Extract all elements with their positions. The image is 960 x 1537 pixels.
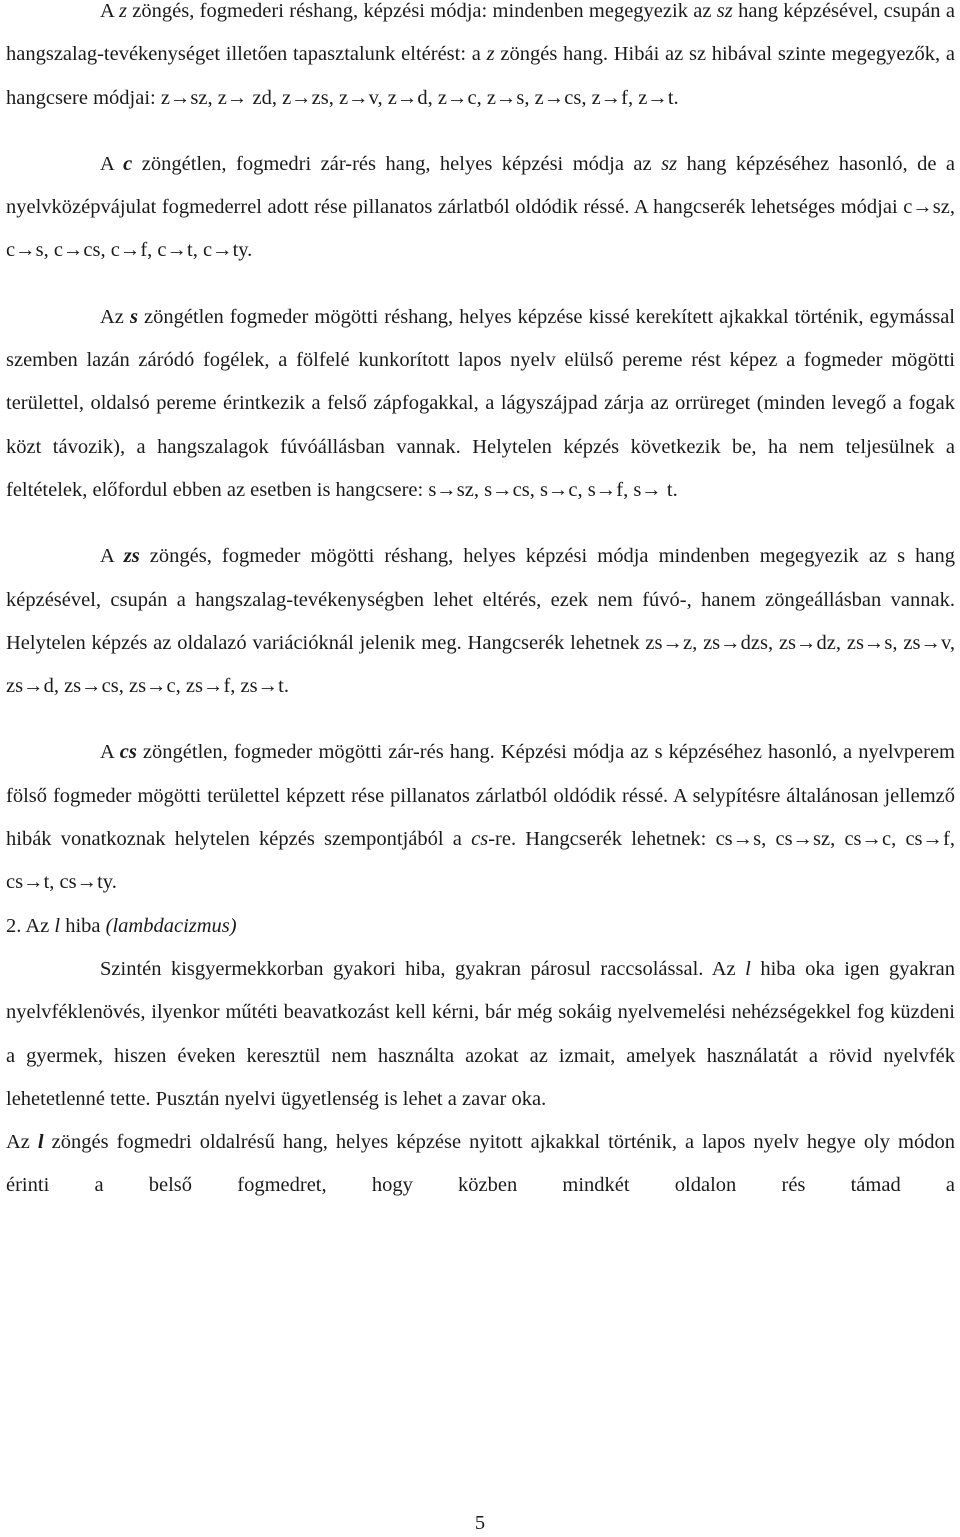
- text: zöngétlen, fogmedri zár-rés hang, helyes képzési módja az: [132, 152, 662, 175]
- text: zöngés hang. Hibái az sz hibával szinte megegyezők, a hangcsere módjai: z→sz, z→ zd, z→zs, z→v, z→d, z→c, z→s, z→cs, z→f, z→t.: [6, 43, 955, 109]
- text: A: [100, 741, 120, 764]
- emphasis-letter: zs: [123, 545, 140, 568]
- text: hang képzéséhez hasonló, de a nyelvközépvájulat fogmederrel adott rése pillanatos zárlatból oldódik réssé. A hangcserék lehetséges módjai c→sz, c→s, c→cs, c→f, c→t, c→ty.: [6, 152, 955, 262]
- page-number: 5: [474, 1512, 486, 1534]
- emphasis-letter: sz: [661, 152, 678, 175]
- text: zöngétlen, fogmeder mögötti zár-rés hang. Képzési módja az s képzéséhez hasonló, a nyelvperem fölső fogmeder mögötti területtel képzett rése pillanatos zárlatból oldódik réssé. A selypítésre általánosan jellemző hibák vonatkoznak helytelen képzés szempontjából a: [6, 741, 955, 851]
- paragraph-s-sound: [6, 296, 955, 512]
- text: A: [100, 545, 124, 568]
- document-page: [6, 0, 955, 1208]
- text: zöngés, fogmeder mögötti réshang, helyes képzési módja mindenben megegyezik az s hang képzésével, csupán a hangszalag-tevékenységben lehet eltérés, ezek nem fúvó-, hanem zöngeállásban vannak. Helytelen képzés az oldalazó variációknál jelenik meg. Hangcserék lehetnek zs→z, zs→dzs, zs→dz, zs→s, zs→v, zs→d, zs→cs, zs→c, zs→f, zs→t.: [6, 545, 955, 698]
- text: Szintén kisgyermekkorban gyakori hiba, gyakran párosul raccsolással. Az: [100, 957, 746, 980]
- section-heading-lambdacism: [6, 905, 955, 948]
- paragraph-l-causes: [6, 948, 955, 1121]
- emphasis-letter: sz: [716, 0, 733, 22]
- text: Az: [100, 305, 130, 328]
- emphasis-letter: l: [37, 1131, 44, 1154]
- text: zöngés, fogmederi réshang, képzési módja: mindenben megegyezik az: [126, 0, 717, 22]
- emphasis-letter: z: [119, 0, 127, 22]
- paragraph-cs-sound: [6, 731, 955, 904]
- paragraph-c-sound: [6, 143, 955, 273]
- emphasis-letter: l: [745, 957, 751, 980]
- paragraph-l-articulation: [6, 1121, 955, 1208]
- text: hiba: [60, 914, 106, 937]
- emphasis-letter: s: [129, 305, 138, 328]
- paragraph-z-sound: [6, 0, 955, 120]
- text: hiba oka igen gyakran nyelvféklenövés, ilyenkor műtéti beavatkozást kell kérni, bár még sokáig nyelvemelési nehézségekkel fog küzdeni a gyermek, hiszen éveken keresztül nem használta azokat az izmait, amelyek használatát a rövid nyelvfék lehetetlenné tette. Pusztán nyelvi ügyetlenség is lehet a zavar oka.: [6, 957, 955, 1110]
- text: A: [100, 0, 119, 22]
- emphasis-letter: cs: [471, 828, 489, 851]
- text: zöngés fogmedri oldalrésű hang, helyes képzése nyitott ajkakkal történik, a lapos nyelv hegye oly módon érinti a belső fogmedret, hogy közben mindkét oldalon rés támad a: [6, 1131, 956, 1197]
- text: hang képzésével, csupán a hangszalag-tevékenységet illetően tapasztalunk eltérést: a: [6, 0, 955, 66]
- text: A: [100, 152, 124, 175]
- paragraph-zs-sound: [6, 535, 955, 708]
- emphasis-letter: c: [123, 152, 133, 175]
- emphasis-letter: z: [486, 43, 495, 66]
- text: Az: [6, 1131, 38, 1154]
- emphasis-letter: cs: [119, 741, 137, 764]
- text: -re. Hangcserék lehetnek: cs→s, cs→sz, cs→c, cs→f, cs→t, cs→ty.: [6, 828, 955, 894]
- text: zöngétlen fogmeder mögötti réshang, helyes képzése kissé kerekített ajkakkal történik, egymással szemben lazán záródó fogélek, a fölfelé kunkorított lapos nyelv elülső pereme rést képez a fogmeder mögötti területtel, oldalsó pereme érintkezik a felső zápfogakkal, a lágyszájpad zárja az orrüreget (minden levegő a fogak közt távozik), a hangszalagok fúvóállásban vannak. Helytelen képzés következik be, ha nem teljesülnek a feltételek, előfordul ebben az esetben is hangcsere: s→sz, s→cs, s→c, s→f, s→ t.: [6, 305, 956, 501]
- emphasis-letter: l: [54, 914, 61, 937]
- text: 2. Az: [6, 914, 55, 937]
- emphasis-term: (lambdacizmus): [105, 914, 237, 937]
